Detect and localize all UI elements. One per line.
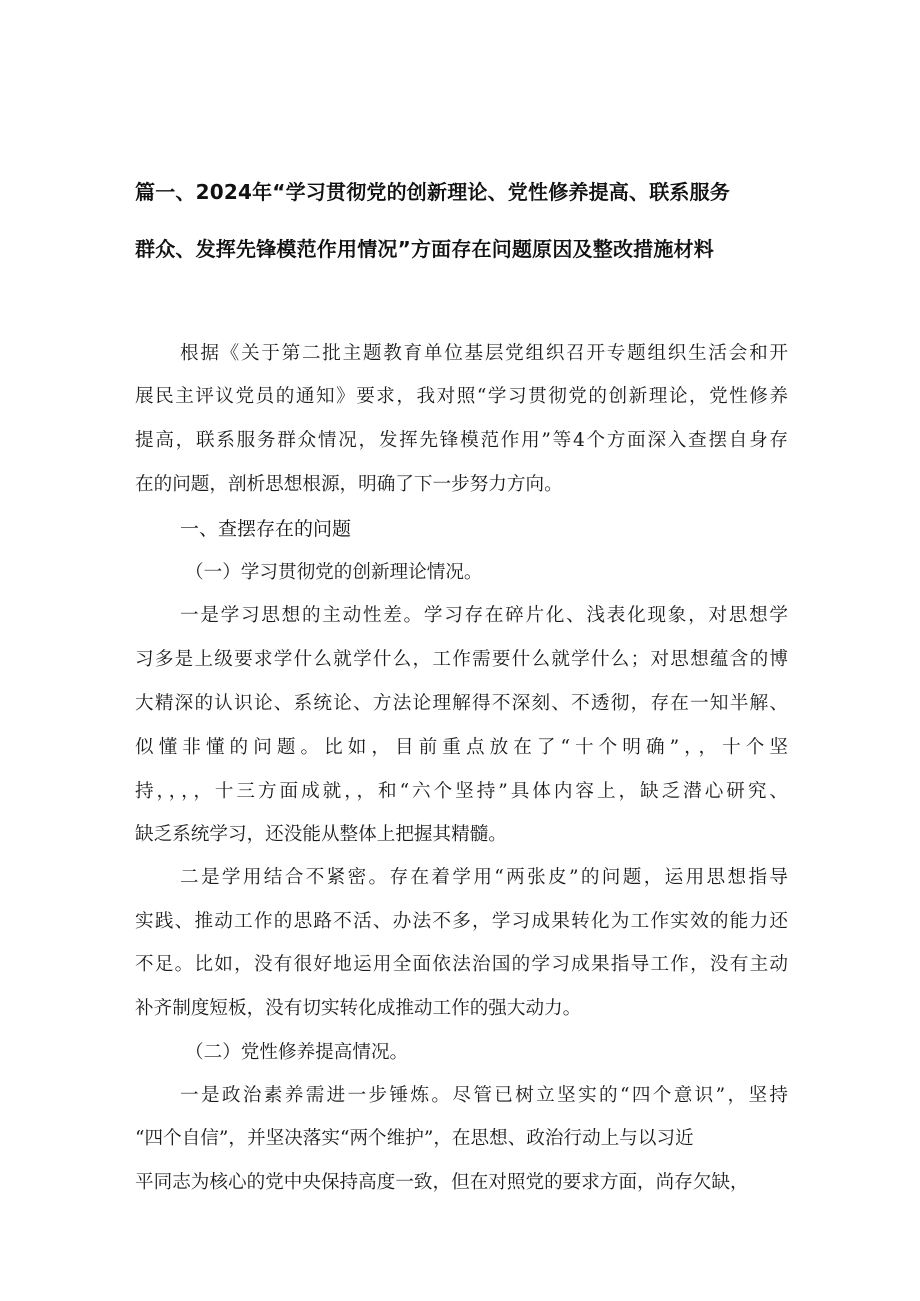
para1-line-6: 缺乏系统学习，还没能从整体上把握其精髓。 — [135, 824, 507, 845]
para2-line-4: 补齐制度短板，没有切实转化成推动工作的强大动力。 — [135, 998, 582, 1019]
para3-line-3: 平同志为核心的党中央保持高度一致，但在对照党的要求方面，尚存欠缺， — [135, 1172, 749, 1193]
intro-line-2: 展民主评议党员的通知》要求，我对照“学习贯彻党的创新理论，党性修养 — [135, 386, 788, 407]
intro-line-4: 在的问题，剖析思想根源，明确了下一步努力方向。 — [135, 474, 563, 495]
para1-line-1: 一是学习思想的主动性差。学习存在碎片化、浅表化现象，对思想学 — [180, 605, 788, 626]
para1-line-4: 似懂非懂的问题。比如，目前重点放在了“十个明确”，，十个坚 — [135, 737, 788, 758]
para1-line-3: 大精深的认识论、系统论、方法论理解得不深刻、不透彻，存在一知半解、 — [135, 693, 788, 714]
para1-line-5: 持，，，，十三方面成就，，和“六个坚持”具体内容上，缺乏潜心研究、 — [135, 781, 788, 802]
para2-line-1: 二是学用结合不紧密。存在着学用“两张皮”的问题，运用思想指导 — [180, 867, 788, 888]
subsection-heading-theory: （一）学习贯彻党的创新理论情况。 — [185, 562, 483, 583]
document-title-line-2: 群众、发挥先锋模范作用情况”方面存在问题原因及整改措施材料 — [135, 237, 714, 261]
para1-line-2: 习多是上级要求学什么就学什么，工作需要什么就学什么；对思想蕴含的博 — [135, 649, 788, 670]
document-title-line-1: 篇一、2024年“学习贯彻党的创新理论、党性修养提高、联系服务 — [135, 180, 731, 204]
para3-line-2: “四个自信”，并坚决落实“两个维护”，在思想、政治行动上与以习近 — [135, 1128, 694, 1149]
para2-line-2: 实践、推动工作的思路不活、办法不多，学习成果转化为工作实效的能力还 — [135, 911, 788, 932]
para2-line-3: 不足。比如，没有很好地运用全面依法治国的学习成果指导工作，没有主动 — [135, 954, 788, 975]
intro-line-3: 提高，联系服务群众情况，发挥先锋模范作用”等4个方面深入查摆自身存 — [135, 430, 788, 451]
para3-line-1: 一是政治素养需进一步锤炼。尽管已树立坚实的“四个意识”，坚持 — [180, 1085, 788, 1106]
section-heading-problems: 一、查摆存在的问题 — [180, 518, 352, 540]
intro-line-1: 根据《关于第二批主题教育单位基层党组织召开专题组织生活会和开 — [180, 343, 788, 364]
subsection-heading-party-spirit: （二）党性修养提高情况。 — [185, 1042, 409, 1063]
